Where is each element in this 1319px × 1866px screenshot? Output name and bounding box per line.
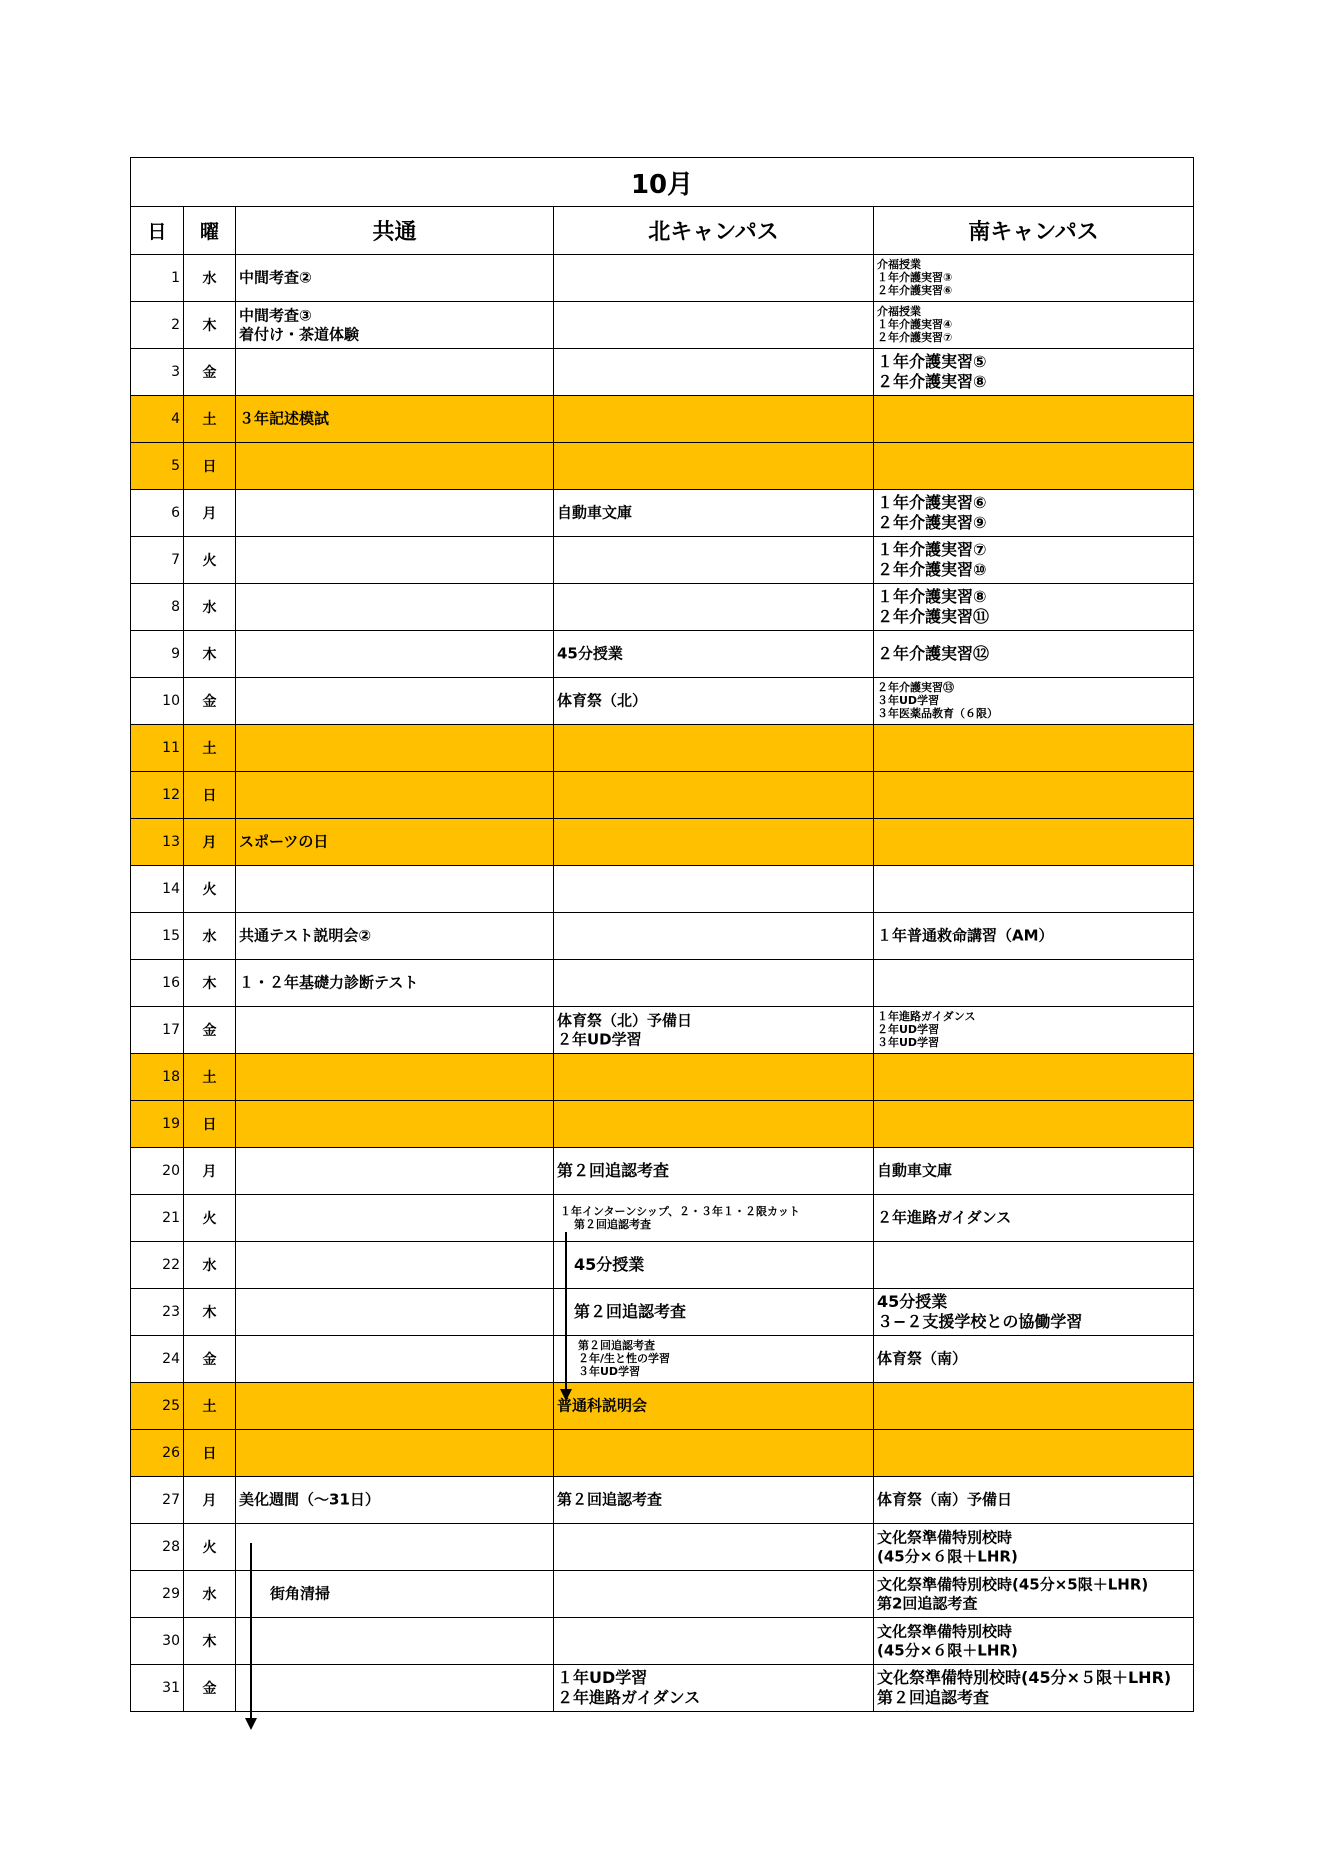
common-cell	[236, 1430, 554, 1477]
north-entry: 自動車文庫	[557, 503, 633, 522]
day-row	[131, 1571, 1194, 1618]
south-entry: ２年進路ガイダンス	[877, 1208, 1012, 1227]
north-entry: 普通科説明会	[557, 1396, 648, 1415]
day-row	[131, 772, 1194, 819]
south-entry: 文化祭準備特別校時(45分×5限＋LHR)	[877, 1575, 1149, 1594]
day-number: 12	[131, 772, 184, 819]
weekday: 金	[184, 678, 236, 725]
north-cell	[554, 1430, 874, 1477]
common-cell	[236, 255, 554, 302]
day-number: 23	[131, 1289, 184, 1336]
south-entry: ３−２支援学校との協働学習	[877, 1312, 1083, 1331]
south-entry: １年介護実習⑧	[877, 587, 987, 606]
day-number: 25	[131, 1383, 184, 1430]
south-cell	[874, 1007, 1194, 1054]
north-entry: １年UD学習	[557, 1668, 648, 1687]
cleanup-week-arrow-head	[245, 1718, 257, 1730]
cleanup-week-arrow-line	[250, 1543, 252, 1721]
day-row	[131, 819, 1194, 866]
weekday: 金	[184, 1665, 236, 1712]
south-entry: ２年UD学習	[877, 1023, 940, 1037]
header-weekday: 曜	[184, 207, 236, 255]
common-cell	[236, 1101, 554, 1148]
weekday: 日	[184, 1101, 236, 1148]
north-cell	[554, 1336, 874, 1383]
south-entry: ２年介護実習⑪	[877, 607, 990, 626]
weekday: 水	[184, 1242, 236, 1289]
day-row	[131, 1477, 1194, 1524]
weekday: 月	[184, 490, 236, 537]
north-cell	[554, 584, 874, 631]
day-number: 17	[131, 1007, 184, 1054]
day-number: 1	[131, 255, 184, 302]
north-entry: 体育祭（北）	[557, 691, 648, 710]
day-number: 8	[131, 584, 184, 631]
north-entry: 第２回追認考査	[574, 1218, 651, 1231]
south-entry: １年介護実習⑤	[877, 352, 987, 371]
day-row	[131, 1242, 1194, 1289]
header-north-campus: 北キャンパス	[554, 207, 874, 255]
north-entry: 45分授業	[574, 1255, 645, 1274]
day-row	[131, 1054, 1194, 1101]
south-cell	[874, 1242, 1194, 1289]
day-number: 9	[131, 631, 184, 678]
south-entry: １年普通救命講習（AM）	[877, 926, 1054, 945]
south-cell	[874, 1101, 1194, 1148]
day-row	[131, 584, 1194, 631]
north-cell	[554, 772, 874, 819]
day-number: 22	[131, 1242, 184, 1289]
south-cell	[874, 1195, 1194, 1242]
south-entry: 自動車文庫	[877, 1161, 953, 1180]
common-cell	[236, 1148, 554, 1195]
south-entry: ３年UD学習	[877, 1036, 940, 1050]
north-cell	[554, 349, 874, 396]
weekday: 木	[184, 302, 236, 349]
south-entry: 体育祭（南）	[877, 1349, 968, 1368]
common-cell	[236, 819, 554, 866]
day-number: 7	[131, 537, 184, 584]
south-entry: ３年医薬品教育（６限）	[877, 707, 998, 721]
south-entry: 第2回追認考査	[877, 1594, 978, 1612]
south-cell	[874, 678, 1194, 725]
north-cell	[554, 819, 874, 866]
south-cell	[874, 1571, 1194, 1618]
day-row	[131, 1524, 1194, 1571]
south-entry: 文化祭準備特別校時	[877, 1622, 1013, 1641]
day-row	[131, 255, 1194, 302]
day-number: 15	[131, 913, 184, 960]
common-cell	[236, 584, 554, 631]
south-cell	[874, 1430, 1194, 1477]
north-cell	[554, 396, 874, 443]
common-entry: １・２年基礎力診断テスト	[239, 973, 419, 992]
common-cell	[236, 1242, 554, 1289]
north-cell	[554, 537, 874, 584]
common-entry: 美化週間（〜31日）	[239, 1490, 380, 1509]
day-number: 27	[131, 1477, 184, 1524]
north-entry: １年インターンシップ、２・３年１・２限カット	[560, 1204, 800, 1218]
schedule-body	[131, 255, 1194, 1712]
weekday: 木	[184, 960, 236, 1007]
day-number: 4	[131, 396, 184, 443]
weekday: 火	[184, 1195, 236, 1242]
south-cell	[874, 1383, 1194, 1430]
common-cell	[236, 1383, 554, 1430]
common-cell	[236, 1336, 554, 1383]
day-row	[131, 302, 1194, 349]
south-cell	[874, 1289, 1194, 1336]
common-cell	[236, 725, 554, 772]
day-number: 20	[131, 1148, 184, 1195]
weekday: 火	[184, 537, 236, 584]
south-entry: １年介護実習③	[877, 271, 953, 285]
day-row	[131, 1148, 1194, 1195]
header-day: 日	[131, 207, 184, 255]
south-entry: ２年介護実習⑩	[877, 560, 987, 579]
south-cell	[874, 913, 1194, 960]
common-entry: 街角清掃	[270, 1584, 331, 1603]
day-number: 26	[131, 1430, 184, 1477]
north-cell	[554, 725, 874, 772]
south-cell	[874, 537, 1194, 584]
day-number: 13	[131, 819, 184, 866]
common-entry: 共通テスト説明会②	[239, 926, 372, 945]
south-cell	[874, 631, 1194, 678]
south-entry: ２年介護実習⑬	[877, 681, 954, 695]
north-cell	[554, 1289, 874, 1336]
day-number: 10	[131, 678, 184, 725]
south-cell	[874, 255, 1194, 302]
day-row	[131, 490, 1194, 537]
common-cell	[236, 1524, 554, 1571]
south-entry: 介福授業	[877, 305, 921, 319]
day-number: 3	[131, 349, 184, 396]
north-cell	[554, 255, 874, 302]
south-entry: ２年介護実習⑧	[877, 372, 987, 391]
day-number: 21	[131, 1195, 184, 1242]
south-cell	[874, 1618, 1194, 1665]
north-cell	[554, 1054, 874, 1101]
weekday: 木	[184, 1289, 236, 1336]
north-cell	[554, 866, 874, 913]
south-cell	[874, 302, 1194, 349]
common-cell	[236, 913, 554, 960]
north-entry: 第２回追認考査	[574, 1302, 687, 1321]
common-cell	[236, 1665, 554, 1712]
common-cell	[236, 396, 554, 443]
south-cell	[874, 490, 1194, 537]
common-entry: 中間考査②	[239, 268, 312, 287]
weekday: 水	[184, 1571, 236, 1618]
south-cell	[874, 584, 1194, 631]
south-entry: １年介護実習④	[877, 318, 953, 332]
schedule-sheet	[130, 157, 1193, 1712]
south-entry: ２年介護実習⑫	[877, 644, 990, 663]
day-number: 19	[131, 1101, 184, 1148]
south-cell	[874, 1477, 1194, 1524]
north-cell	[554, 1571, 874, 1618]
south-cell	[874, 1665, 1194, 1712]
day-row	[131, 960, 1194, 1007]
day-row	[131, 1336, 1194, 1383]
common-cell	[236, 678, 554, 725]
weekday: 土	[184, 396, 236, 443]
day-number: 31	[131, 1665, 184, 1712]
day-row	[131, 1383, 1194, 1430]
day-row	[131, 1007, 1194, 1054]
common-cell	[236, 1289, 554, 1336]
common-entry: 着付け・茶道体験	[239, 325, 360, 343]
north-cell	[554, 1524, 874, 1571]
common-cell	[236, 490, 554, 537]
south-cell	[874, 443, 1194, 490]
day-row	[131, 866, 1194, 913]
north-cell	[554, 1007, 874, 1054]
day-row	[131, 631, 1194, 678]
weekday: 月	[184, 819, 236, 866]
day-number: 29	[131, 1571, 184, 1618]
common-cell	[236, 1195, 554, 1242]
day-number: 18	[131, 1054, 184, 1101]
north-cell	[554, 1101, 874, 1148]
south-entry: ２年介護実習⑦	[877, 331, 953, 345]
north-entry: ２年UD学習	[557, 1030, 642, 1048]
north-cell	[554, 1242, 874, 1289]
north-entry: ３年UD学習	[578, 1365, 641, 1379]
common-cell	[236, 1477, 554, 1524]
north-cell	[554, 302, 874, 349]
south-cell	[874, 725, 1194, 772]
weekday: 水	[184, 913, 236, 960]
day-row	[131, 349, 1194, 396]
north-entry: ２年進路ガイダンス	[557, 1688, 701, 1707]
day-row	[131, 537, 1194, 584]
south-cell	[874, 819, 1194, 866]
day-row	[131, 1665, 1194, 1712]
day-row	[131, 1618, 1194, 1665]
south-cell	[874, 960, 1194, 1007]
common-entry: 中間考査③	[239, 306, 312, 325]
south-entry: １年介護実習⑥	[877, 493, 987, 512]
day-row	[131, 443, 1194, 490]
weekday: 水	[184, 255, 236, 302]
north-cell	[554, 1195, 874, 1242]
weekday: 金	[184, 349, 236, 396]
day-row	[131, 1289, 1194, 1336]
weekday: 月	[184, 1477, 236, 1524]
day-number: 14	[131, 866, 184, 913]
day-row	[131, 396, 1194, 443]
day-number: 5	[131, 443, 184, 490]
north-cell	[554, 1383, 874, 1430]
south-entry: １年介護実習⑦	[877, 540, 987, 559]
common-cell	[236, 772, 554, 819]
south-entry: 文化祭準備特別校時(45分×５限＋LHR)	[877, 1668, 1172, 1687]
weekday: 月	[184, 1148, 236, 1195]
day-number: 11	[131, 725, 184, 772]
common-cell	[236, 1571, 554, 1618]
south-entry: ３年UD学習	[877, 694, 940, 708]
south-cell	[874, 1148, 1194, 1195]
header-south-campus: 南キャンパス	[874, 207, 1194, 255]
weekday: 日	[184, 1430, 236, 1477]
weekday: 水	[184, 584, 236, 631]
weekday: 火	[184, 866, 236, 913]
day-row	[131, 678, 1194, 725]
north-period-arrow-head	[560, 1389, 572, 1401]
north-cell	[554, 490, 874, 537]
south-entry: ２年介護実習⑨	[877, 513, 987, 532]
south-cell	[874, 772, 1194, 819]
north-entry: 第２回追認考査	[578, 1339, 655, 1353]
schedule-table	[130, 157, 1194, 1712]
north-period-arrow-line	[565, 1232, 567, 1390]
day-row	[131, 913, 1194, 960]
month-title: 10月	[131, 158, 1194, 207]
common-cell	[236, 1618, 554, 1665]
day-row	[131, 1101, 1194, 1148]
common-cell	[236, 866, 554, 913]
common-cell	[236, 443, 554, 490]
common-cell	[236, 349, 554, 396]
day-number: 28	[131, 1524, 184, 1571]
common-cell	[236, 1054, 554, 1101]
day-row	[131, 1195, 1194, 1242]
north-entry: ２年/生と性の学習	[578, 1352, 671, 1366]
header-common: 共通	[236, 207, 554, 255]
common-cell	[236, 537, 554, 584]
weekday: 火	[184, 1524, 236, 1571]
south-cell	[874, 1336, 1194, 1383]
weekday: 木	[184, 631, 236, 678]
south-entry: 体育祭（南）予備日	[877, 1490, 1013, 1509]
south-entry: １年進路ガイダンス	[877, 1010, 976, 1024]
north-entry: 45分授業	[557, 644, 623, 663]
north-cell	[554, 443, 874, 490]
weekday: 土	[184, 1054, 236, 1101]
south-entry: (45分×６限＋LHR)	[877, 1641, 1018, 1659]
weekday: 土	[184, 1383, 236, 1430]
north-cell	[554, 631, 874, 678]
south-entry: 第２回追認考査	[877, 1688, 990, 1707]
day-row	[131, 725, 1194, 772]
weekday: 金	[184, 1007, 236, 1054]
common-entry: ３年記述模試	[239, 409, 330, 428]
weekday: 土	[184, 725, 236, 772]
common-cell	[236, 1007, 554, 1054]
south-cell	[874, 866, 1194, 913]
south-cell	[874, 349, 1194, 396]
common-cell	[236, 631, 554, 678]
weekday: 日	[184, 772, 236, 819]
common-entry: スポーツの日	[239, 832, 329, 851]
north-entry: 第２回追認考査	[557, 1490, 663, 1509]
day-number: 24	[131, 1336, 184, 1383]
day-number: 6	[131, 490, 184, 537]
day-number: 16	[131, 960, 184, 1007]
north-cell	[554, 1477, 874, 1524]
south-cell	[874, 1524, 1194, 1571]
north-cell	[554, 1618, 874, 1665]
day-number: 2	[131, 302, 184, 349]
day-row	[131, 1430, 1194, 1477]
south-cell	[874, 396, 1194, 443]
north-entry: 体育祭（北）予備日	[557, 1011, 693, 1030]
south-entry: 45分授業	[877, 1292, 948, 1311]
common-cell	[236, 960, 554, 1007]
north-cell	[554, 913, 874, 960]
south-entry: 文化祭準備特別校時	[877, 1528, 1013, 1547]
north-cell	[554, 678, 874, 725]
north-cell	[554, 1665, 874, 1712]
south-entry: ２年介護実習⑥	[877, 284, 953, 298]
north-entry: 第２回追認考査	[557, 1161, 670, 1180]
south-cell	[874, 1054, 1194, 1101]
north-cell	[554, 1148, 874, 1195]
weekday: 日	[184, 443, 236, 490]
south-entry: 介福授業	[877, 258, 921, 272]
weekday: 木	[184, 1618, 236, 1665]
south-entry: (45分×６限＋LHR)	[877, 1547, 1018, 1565]
common-cell	[236, 302, 554, 349]
day-number: 30	[131, 1618, 184, 1665]
north-cell	[554, 960, 874, 1007]
weekday: 金	[184, 1336, 236, 1383]
